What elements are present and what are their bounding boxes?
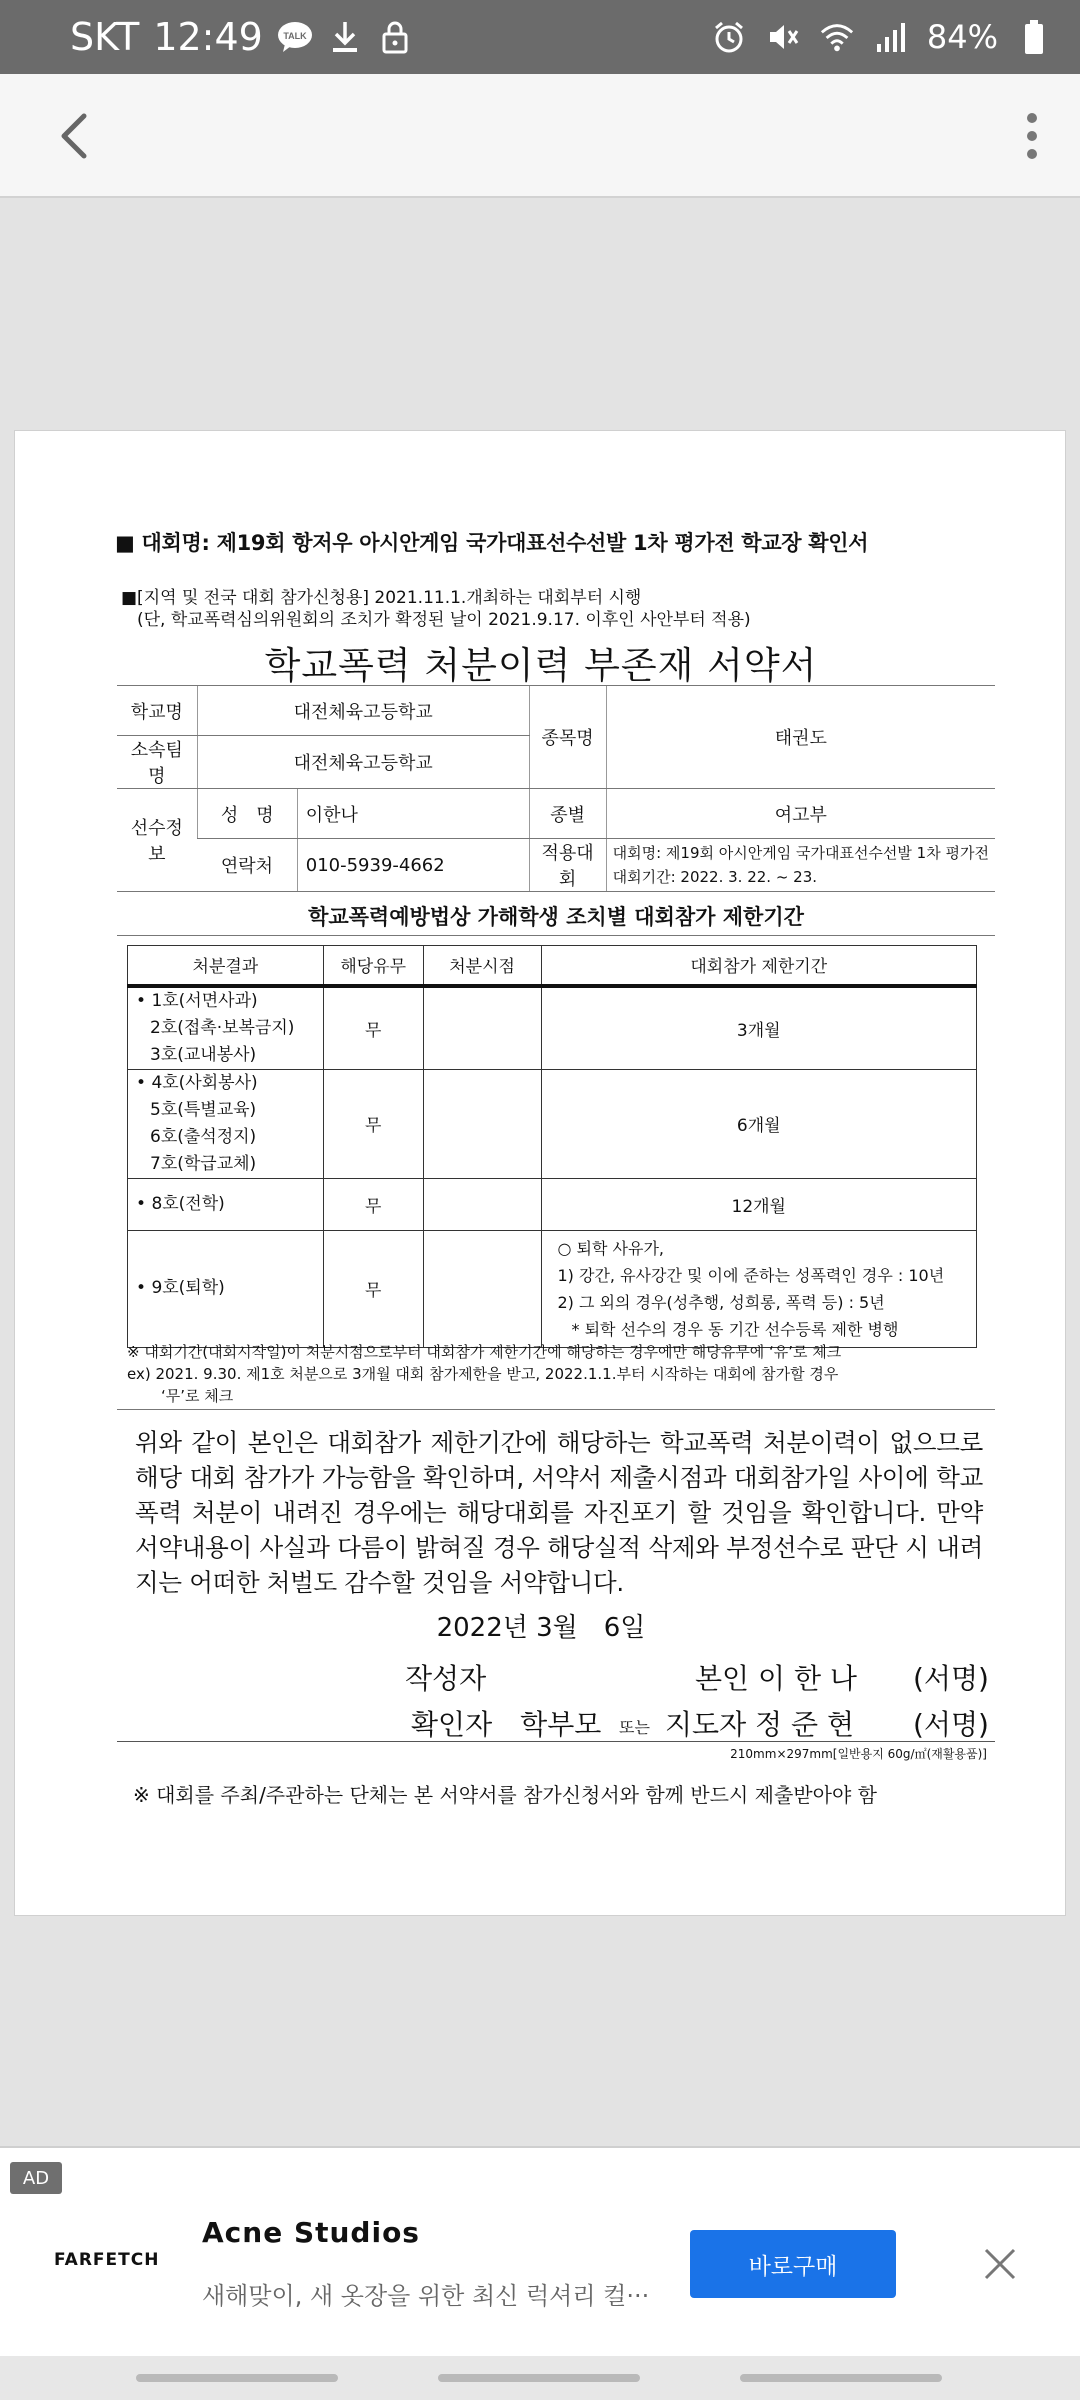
time-value	[423, 1178, 541, 1230]
penalty-section-title: 학교폭력예방법상 가해학생 조치별 대회참가 제한기간	[308, 905, 804, 929]
table-row	[128, 986, 977, 1070]
battery-icon	[1016, 19, 1052, 55]
footnote-2: ex) 2021. 9.30. 제1호 처분으로 3개월 대회 참가제한을 받고, 2022.1.1.부터 시작하는 대회에 참가할 경우	[127, 1365, 839, 1383]
player-info-label: 선수정보	[117, 789, 197, 892]
ad-banner[interactable]	[0, 2146, 1080, 2356]
or-label: 또는	[619, 1718, 650, 1737]
penalty-items: • 9호(퇴학)	[128, 1230, 324, 1347]
signal-icon	[873, 19, 909, 55]
time-value	[423, 1230, 541, 1347]
school-label: 학교명	[117, 686, 197, 736]
pledge-body: 위와 같이 본인은 대회참가 제한기간에 해당하는 학교폭력 처분이력이 없으므로 해당 대회 참가가 가능함을 확인하며, 서약서 제출시점과 대회참가일 사이에 학교폭력 처분이 내려진 경우에는 해당대회를 자진포기 할 것임을 확인합니다. 만약 서약내용이 사실과 다름이 밝혀질 경우 해당실적 삭제와 부정선수로 판단 시 내려지는 어떠한 처벌도 감수할 것임을 서약합니다.	[135, 1428, 983, 1597]
ad-logo[interactable]: FARFETCH	[54, 2250, 160, 2270]
penalty-items: • 1호(서면사과) 2호(접촉·보복금지) 3호(교내봉사)	[128, 986, 324, 1070]
lock-icon	[377, 19, 413, 55]
event-value	[606, 839, 995, 892]
category-value: 여고부	[606, 789, 995, 839]
footnote-3: ‘무’로 체크	[161, 1387, 234, 1405]
alarm-icon	[711, 19, 747, 55]
event-period: 대회기간: 2022. 3. 22. ~ 23.	[612, 868, 818, 886]
divider	[117, 935, 995, 936]
download-icon	[327, 19, 363, 55]
writer-label: 작성자	[405, 1662, 487, 1695]
paper-spec: 210mm×297mm[일반용지 60g/㎡(재활용품)]	[730, 1747, 987, 1761]
svg-text:TALK: TALK	[283, 31, 307, 41]
col-header-applicable: 해당유무	[323, 946, 423, 986]
table-row	[128, 1069, 977, 1178]
time-value	[423, 1069, 541, 1178]
confirmer-sign: (서명)	[913, 1708, 989, 1741]
applicable-value: 무	[323, 1230, 423, 1347]
confirmer-label: 확인자 학부모	[411, 1708, 602, 1741]
col-header-limit: 대회참가 제한기간	[541, 946, 977, 986]
contact-label: 연락처	[197, 839, 297, 892]
contest-name: ■ 대회명: 제19회 항저우 아시안게임 국가대표선수선발 1차 평가전 학교장 확인서	[115, 531, 869, 555]
team-value: 대전체육고등학교	[197, 736, 529, 789]
name-label: 성 명	[197, 789, 297, 839]
table-row	[128, 1230, 977, 1347]
nav-handle[interactable]	[438, 2374, 640, 2382]
nav-handle[interactable]	[136, 2374, 338, 2382]
event-label: 적용대회	[529, 839, 606, 892]
status-bar	[0, 0, 1080, 74]
penalty-items: • 4호(사회봉사) 5호(특별교육) 6호(출석정지) 7호(학급교체)	[128, 1069, 324, 1178]
table-row	[128, 1178, 977, 1230]
bottom-note: ※ 대회를 주최/주관하는 단체는 본 서약서를 참가신청서와 함께 반드시 제출받아야 함	[133, 1783, 877, 1807]
applicable-value: 무	[323, 1178, 423, 1230]
time-value	[423, 986, 541, 1070]
pledge-date: 2022년 3월 6일	[436, 1613, 646, 1643]
divider	[117, 1409, 995, 1410]
footnote-1: ※ 대회기간(대회시작일)이 처분시점으로부터 대회참가 제한기간에 해당하는 경우에만 해당유무에 ‘유’로 체크	[127, 1343, 842, 1361]
applicable-value: 무	[323, 1069, 423, 1178]
sport-label: 종목명	[529, 686, 606, 789]
talk-icon	[277, 19, 313, 55]
player-info-table	[117, 685, 995, 892]
notice-line-2: (단, 학교폭력심의위원회의 조치가 확정된 날이 2021.9.17. 이후인 사안부터 적용)	[137, 610, 751, 630]
app-bar	[0, 74, 1080, 198]
more-vert-icon[interactable]	[1002, 104, 1062, 168]
writer-name: 본인 이 한 나	[695, 1662, 857, 1695]
limit-conditions: ○ 퇴학 사유가, 1) 강간, 유사강간 및 이에 준하는 성폭력인 경우 : 10년 2) 그 외의 경우(성추행, 성희롱, 폭력 등) : 5년 * 퇴학 선수의 경우 동 기간 선수등록 제한 병행	[541, 1230, 977, 1347]
navigation-bar	[0, 2356, 1080, 2400]
document-page[interactable]	[14, 430, 1066, 1916]
divider	[117, 1741, 995, 1742]
wifi-icon	[819, 19, 855, 55]
document-title: 학교폭력 처분이력 부존재 서약서	[264, 644, 818, 687]
limit-value: 6개월	[541, 1069, 977, 1178]
col-header-time: 처분시점	[423, 946, 541, 986]
ad-title[interactable]: Acne Studios	[202, 2216, 420, 2249]
col-header-result: 처분결과	[128, 946, 324, 986]
ad-cta-button[interactable]: 바로구매	[690, 2230, 896, 2298]
category-label: 종별	[529, 789, 606, 839]
limit-value: 3개월	[541, 986, 977, 1070]
confirmer-name: 지도자 정 준 현	[665, 1708, 854, 1741]
ad-description[interactable]: 새해맞이, 새 옷장을 위한 최신 럭셔리 컬···	[202, 2282, 650, 2310]
ad-badge: AD	[10, 2162, 62, 2194]
battery-percent: 84%	[926, 18, 998, 56]
notice-line-1: ■[지역 및 전국 대회 참가신청용] 2021.11.1.개최하는 대회부터 시행	[121, 588, 642, 608]
writer-sign: (서명)	[913, 1662, 989, 1695]
nav-handle[interactable]	[740, 2374, 942, 2382]
penalty-table	[127, 945, 977, 1348]
penalty-items: • 8호(전학)	[128, 1178, 324, 1230]
mute-icon	[765, 19, 801, 55]
time-label: 12:49	[153, 15, 263, 59]
back-arrow-icon[interactable]	[44, 104, 108, 168]
event-name: 대회명: 제19회 아시안게임 국가대표선수선발 1차 평가전	[612, 844, 989, 862]
carrier-label: SKT	[70, 15, 140, 59]
close-icon[interactable]	[976, 2240, 1024, 2288]
name-value: 이한나	[297, 789, 529, 839]
limit-value: 12개월	[541, 1178, 977, 1230]
sport-value: 태권도	[606, 686, 995, 789]
applicable-value: 무	[323, 986, 423, 1070]
school-value: 대전체육고등학교	[197, 686, 529, 736]
contact-value: 010-5939-4662	[297, 839, 529, 892]
team-label: 소속팀명	[117, 736, 197, 789]
